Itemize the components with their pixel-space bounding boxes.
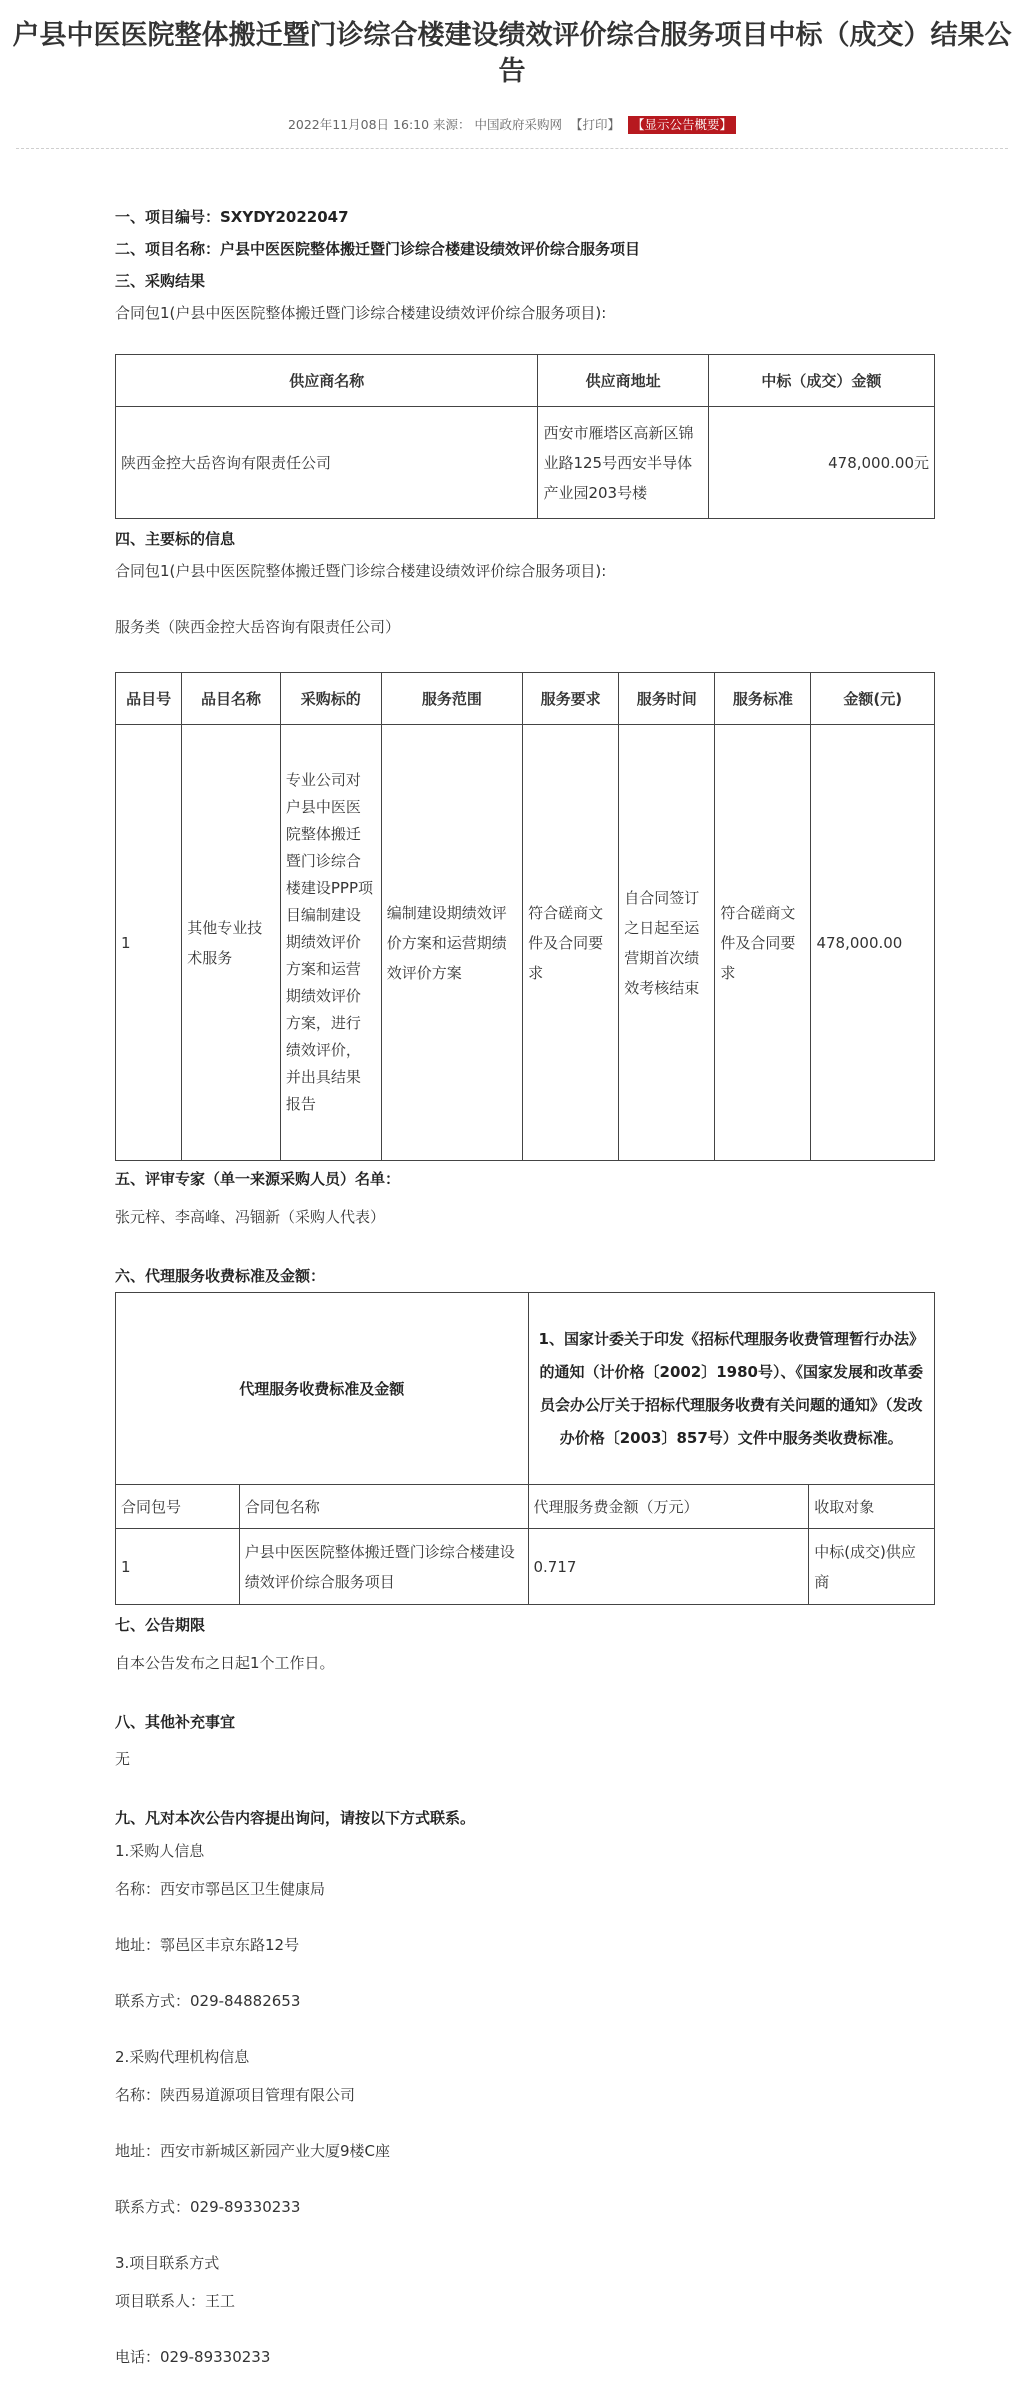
experts-list: 张元梓、李高峰、冯锢新（采购人代表） — [115, 1208, 386, 1226]
table-row — [116, 407, 935, 519]
table-row — [116, 1529, 935, 1605]
section-experts-heading: 五、评审专家（单一来源采购人员）名单： — [115, 1170, 401, 1188]
project-contact-heading: 3.项目联系方式 — [115, 2254, 220, 2272]
package-number: 1 — [116, 1529, 240, 1605]
agency-address: 地址：西安市新城区新园产业大厦9楼C座 — [115, 2142, 391, 2160]
agency-heading: 2.采购代理机构信息 — [115, 2048, 250, 2066]
purchaser-address: 地址：鄠邑区丰京东路12号 — [115, 1936, 300, 1954]
column-header: 采购标的 — [280, 673, 381, 725]
table-row — [116, 725, 935, 1161]
column-header: 服务要求 — [523, 673, 619, 725]
meta-bar — [0, 116, 1024, 134]
subject-table — [115, 672, 935, 1161]
column-header: 服务范围 — [381, 673, 522, 725]
item-amount: 478,000.00 — [811, 725, 935, 1161]
item-name: 其他专业技术服务 — [182, 725, 281, 1161]
table-header-row — [116, 355, 935, 407]
show-summary-button[interactable]: 【显示公告概要】 — [628, 116, 736, 134]
column-header: 合同包名称 — [239, 1485, 528, 1529]
section-project-name: 二、项目名称：户县中医医院整体搬迁暨门诊综合楼建设绩效评价综合服务项目 — [115, 240, 641, 258]
service-requirement: 符合磋商文件及合同要求 — [523, 725, 619, 1161]
header-divider — [16, 148, 1008, 149]
column-header: 金额(元) — [811, 673, 935, 725]
service-standard: 符合磋商文件及合同要求 — [715, 725, 811, 1161]
publish-date: 2022年11月08日 16:10 — [287, 117, 430, 132]
purchaser-phone: 联系方式：029-84882653 — [115, 1992, 301, 2010]
subject-package-line: 合同包1(户县中医医院整体搬迁暨门诊综合楼建设绩效评价综合服务项目): — [115, 562, 607, 580]
item-number: 1 — [116, 725, 182, 1161]
supplier-name: 陕西金控大岳咨询有限责任公司 — [116, 407, 538, 519]
table-header-row — [116, 673, 935, 725]
section-subject-heading: 四、主要标的信息 — [115, 530, 236, 548]
column-header: 代理服务费金额（万元） — [528, 1485, 809, 1529]
section-project-number: 一、项目编号：SXYDY2022047 — [115, 208, 349, 226]
print-button[interactable]: 【打印】 — [570, 117, 621, 132]
agency-name: 名称：陕西易道源项目管理有限公司 — [115, 2086, 356, 2104]
fee-standard-label: 代理服务收费标准及金额 — [116, 1293, 529, 1485]
supplier-address: 西安市雁塔区高新区锦业路125号西安半导体产业园203号楼 — [538, 407, 708, 519]
section-supplement-heading: 八、其他补充事宜 — [115, 1713, 236, 1731]
result-table — [115, 354, 935, 519]
supplement-text: 无 — [115, 1750, 131, 1768]
fee-target: 中标(成交)供应商 — [809, 1529, 935, 1605]
source-link[interactable]: 中国政府采购网 — [474, 117, 563, 132]
table-row — [116, 1293, 935, 1485]
column-header: 品目号 — [116, 673, 182, 725]
subject-category-line: 服务类（陕西金控大岳咨询有限责任公司） — [115, 618, 401, 636]
project-contact-phone: 电话：029-89330233 — [115, 2348, 271, 2366]
section-period-heading: 七、公告期限 — [115, 1616, 206, 1634]
result-package-line: 合同包1(户县中医医院整体搬迁暨门诊综合楼建设绩效评价综合服务项目): — [115, 304, 607, 322]
package-name: 户县中医医院整体搬迁暨门诊综合楼建设绩效评价综合服务项目 — [239, 1529, 528, 1605]
procurement-subject: 专业公司对户县中医医院整体搬迁暨门诊综合楼建设PPP项目编制建设期绩效评价方案和运营期绩效评价方案，进行绩效评价，并出具结果报告 — [280, 725, 381, 1161]
page-title: 户县中医医院整体搬迁暨门诊综合楼建设绩效评价综合服务项目中标（成交）结果公告 — [12, 20, 1012, 87]
column-header: 合同包号 — [116, 1485, 240, 1529]
purchaser-heading: 1.采购人信息 — [115, 1842, 205, 1860]
fee-standard-text: 1、国家计委关于印发《招标代理服务收费管理暂行办法》的通知（计价格〔2002〕1980号）、《国家发展和改革委员会办公厅关于招标代理服务收费有关问题的通知》（发改办价格〔2003〕857号）文件中服务类收费标准。 — [528, 1293, 935, 1485]
section-contact-heading: 九、凡对本次公告内容提出询问，请按以下方式联系。 — [115, 1809, 476, 1827]
column-header: 供应商地址 — [538, 355, 708, 407]
column-header: 服务标准 — [715, 673, 811, 725]
source-label: 来源： — [433, 117, 471, 132]
period-text: 自本公告发布之日起1个工作日。 — [115, 1654, 335, 1672]
project-contact-person: 项目联系人：王工 — [115, 2292, 236, 2310]
section-agency-fee-heading: 六、代理服务收费标准及金额： — [115, 1267, 326, 1285]
column-header: 中标（成交）金额 — [708, 355, 934, 407]
column-header: 品目名称 — [182, 673, 281, 725]
column-header: 供应商名称 — [116, 355, 538, 407]
service-scope: 编制建设期绩效评价方案和运营期绩效评价方案 — [381, 725, 522, 1161]
column-header: 收取对象 — [809, 1485, 935, 1529]
table-header-row — [116, 1485, 935, 1529]
agency-phone: 联系方式：029-89330233 — [115, 2198, 301, 2216]
purchaser-name: 名称：西安市鄠邑区卫生健康局 — [115, 1880, 326, 1898]
section-result-heading: 三、采购结果 — [115, 272, 206, 290]
winning-amount: 478,000.00元 — [708, 407, 934, 519]
service-time: 自合同签订之日起至运营期首次绩效考核结束 — [619, 725, 715, 1161]
fee-table — [115, 1292, 935, 1605]
column-header: 服务时间 — [619, 673, 715, 725]
agency-fee: 0.717 — [528, 1529, 809, 1605]
